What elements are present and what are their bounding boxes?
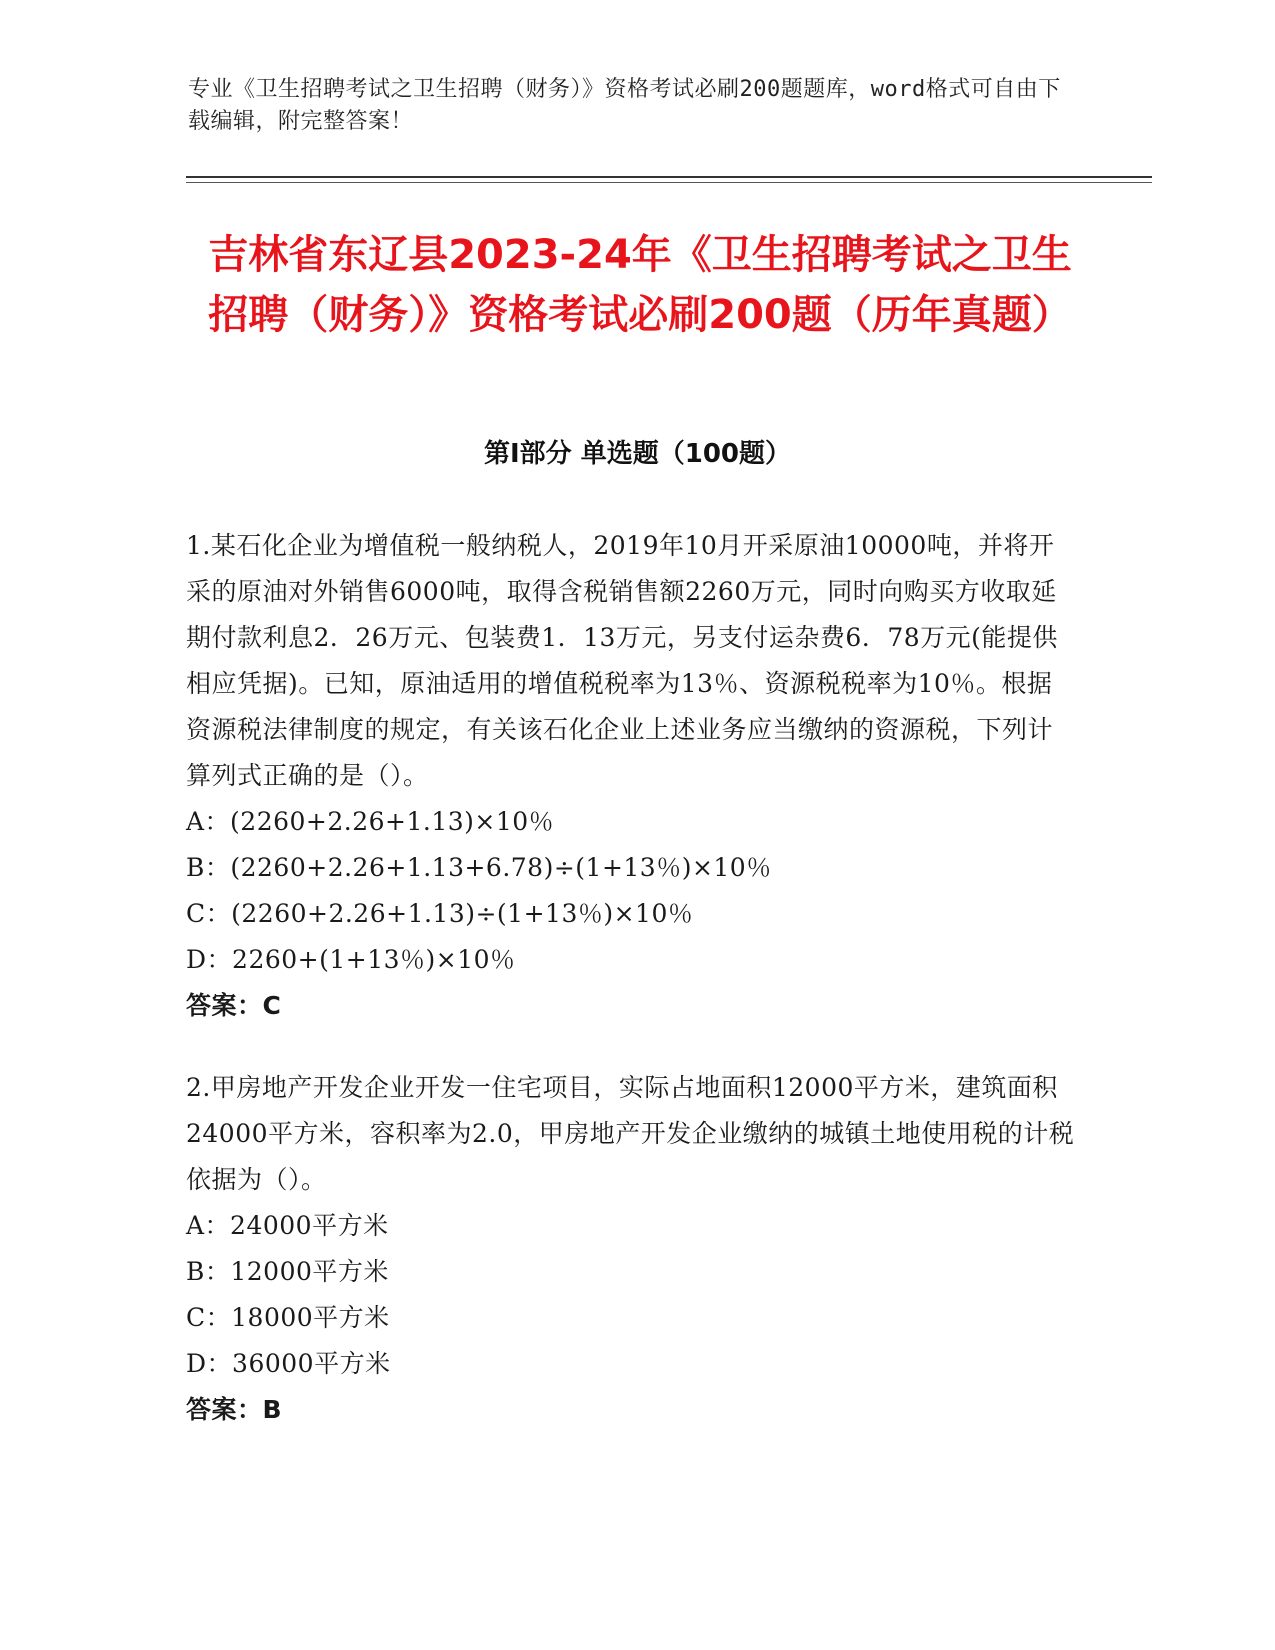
question-1 xyxy=(186,523,1076,1029)
question-stem: 1.某石化企业为增值税一般纳税人，2019年10月开采原油10000吨，并将开采的原油对外销售6000吨，取得含税销售额2260万元，同时向购买方收取延期付款利息2．26万元、包装费1．13万元，另支付运杂费6．78万元(能提供相应凭据)。已知，原油适用的增值税税率为13％、资源税税率为10％。根据资源税法律制度的规定，有关该石化企业上述业务应当缴纳的资源税，下列计算列式正确的是（）。 xyxy=(186,531,1058,790)
option-c: C：18000平方米 xyxy=(186,1303,390,1332)
question-stem: 2.甲房地产开发企业开发一住宅项目，实际占地面积12000平方米，建筑面积24000平方米，容积率为2.0，甲房地产开发企业缴纳的城镇土地使用税的计税依据为（）。 xyxy=(186,1073,1075,1194)
option-a: A：24000平方米 xyxy=(186,1211,389,1240)
option-d: D：36000平方米 xyxy=(186,1349,391,1378)
header-divider-thin xyxy=(186,182,1152,183)
option-a: A：(2260+2.26+1.13)×10％ xyxy=(186,807,555,836)
header-note: 专业《卫生招聘考试之卫生招聘（财务）》资格考试必刷200题题库，word格式可自由下载编辑，附完整答案！ xyxy=(188,77,1061,134)
header-divider-thick xyxy=(186,176,1152,178)
document-title: 吉林省东辽县2023-24年《卫生招聘考试之卫生招聘（财务）》资格考试必刷200题（历年真题） xyxy=(208,232,1072,338)
option-b: B：(2260+2.26+1.13+6.78)÷(1+13％)×10％ xyxy=(186,853,772,882)
option-d: D：2260+(1+13％)×10％ xyxy=(186,945,516,974)
question-2 xyxy=(186,1065,1076,1433)
section-title: 第I部分 单选题（100题） xyxy=(484,439,791,469)
option-c: C：(2260+2.26+1.13)÷(1+13％)×10％ xyxy=(186,899,694,928)
answer: 答案：B xyxy=(186,1395,283,1424)
answer: 答案：C xyxy=(186,991,282,1020)
option-b: B：12000平方米 xyxy=(186,1257,389,1286)
